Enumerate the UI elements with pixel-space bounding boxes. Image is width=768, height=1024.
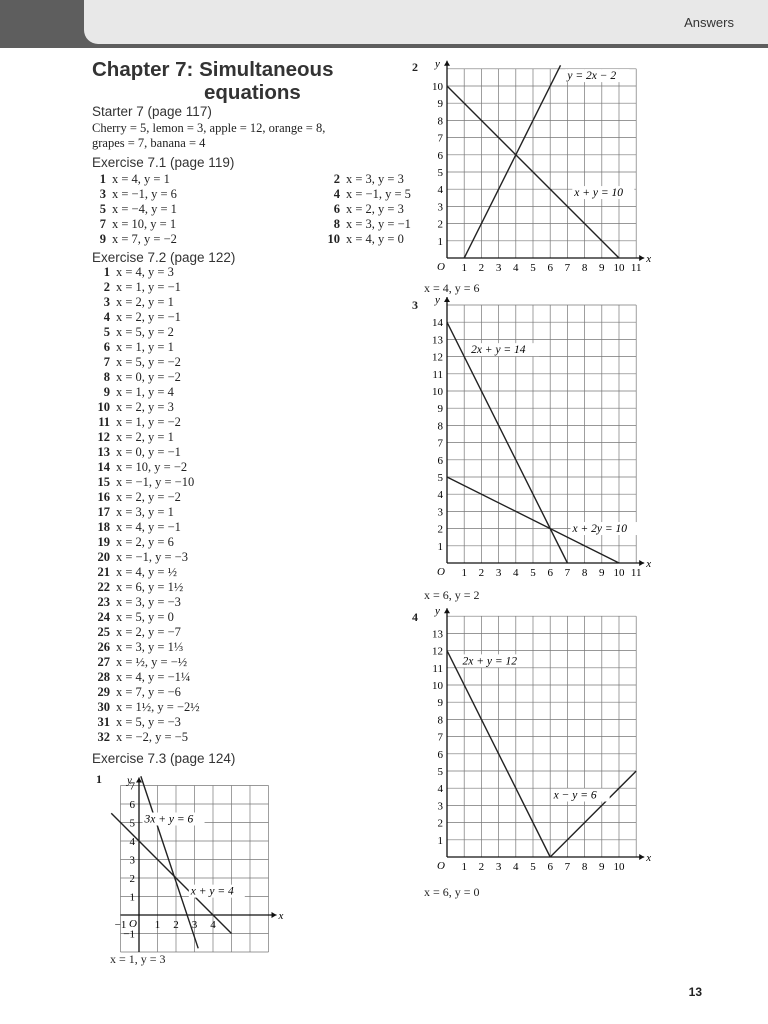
y-tick-label: −1 [123, 928, 135, 941]
y-tick-label: 4 [437, 783, 443, 796]
x-tick-label: 9 [599, 861, 605, 873]
answer-row [92, 355, 200, 370]
answer-text: x = 1, y = −2 [116, 415, 181, 429]
question-number: 16 [97, 490, 110, 504]
x-tick-label: 1 [461, 861, 467, 873]
question-number: 9 [103, 385, 110, 399]
answer-row [92, 445, 200, 460]
x-tick-label: 10 [613, 262, 625, 274]
y-tick-label: 3 [129, 854, 135, 867]
question-number: 14 [97, 460, 110, 474]
answer-text: x = 0, y = −1 [116, 445, 181, 459]
answer-row [92, 490, 200, 505]
y-tick-label: 6 [437, 454, 443, 467]
x-tick-label: 4 [513, 262, 519, 274]
graph-line-1 [464, 65, 560, 258]
question-number: 21 [97, 565, 110, 579]
x-axis-arrow [639, 560, 644, 566]
answer-text: x = 4, y = ½ [116, 565, 177, 579]
starter-line1: Cherry = 5, lemon = 3, apple = 12, orange = 8, [92, 121, 326, 135]
question-number: 4 [103, 310, 110, 324]
question-number: 8 [333, 217, 340, 231]
graph-question-4 [414, 605, 676, 876]
answer-text: x = 7, y = −2 [112, 232, 177, 246]
equation-label-2: x + 2y = 10 [572, 523, 628, 536]
answer-row [322, 172, 411, 187]
ex72-list [92, 265, 200, 745]
question-number: 4 [333, 187, 340, 201]
answer-row [92, 475, 200, 490]
answer-row [92, 310, 200, 325]
ex73-heading: Exercise 7.3 (page 124) [92, 751, 236, 766]
y-axis-label: y [435, 294, 440, 306]
answer-text: x = 1, y = 1 [116, 340, 174, 354]
answer-row [92, 520, 200, 535]
answer-text: x = 1, y = −1 [116, 280, 181, 294]
question-number: 24 [97, 610, 110, 624]
x-axis-label: x [646, 558, 652, 570]
x-tick-label: 6 [547, 567, 553, 579]
x-tick-label: 3 [495, 861, 502, 873]
answer-row [92, 280, 200, 295]
origin-label: O [129, 918, 137, 930]
answer-text: x = 0, y = −2 [116, 370, 181, 384]
graph-question-2 [414, 57, 676, 280]
answer-text: x = ½, y = −½ [116, 655, 188, 669]
answer-text: x = 2, y = 3 [346, 202, 404, 216]
question-number: 32 [97, 730, 110, 744]
question-number: 7 [103, 355, 110, 369]
x-axis-label: x [646, 852, 652, 864]
graph-question-1 [108, 774, 284, 960]
answer-text: x = 5, y = −2 [116, 355, 181, 369]
question-number: 28 [97, 670, 110, 684]
x-tick-label: 2 [478, 861, 485, 873]
y-tick-label: 6 [437, 748, 443, 761]
ex71-list [92, 172, 411, 247]
ex72-heading: Exercise 7.2 (page 122) [92, 250, 236, 265]
answer-row [92, 415, 200, 430]
answer-text: x = −4, y = 1 [112, 202, 177, 216]
y-tick-label: 9 [437, 98, 443, 111]
solution-q4: x = 6, y = 0 [424, 885, 480, 899]
answer-row [92, 370, 200, 385]
x-tick-label: 4 [513, 567, 519, 579]
answer-row [92, 430, 200, 445]
y-tick-label: 2 [437, 817, 443, 830]
answer-row [92, 685, 200, 700]
answer-text: x = 5, y = 2 [116, 325, 174, 339]
y-tick-label: 10 [432, 81, 443, 93]
question-number: 29 [97, 685, 110, 699]
question-number: 13 [97, 445, 110, 459]
y-tick-label: 5 [437, 472, 443, 484]
question-number: 5 [103, 325, 110, 339]
y-tick-label: 3 [437, 201, 443, 214]
x-tick-label: 5 [530, 567, 536, 579]
equation-label-1: 2x + y = 12 [462, 655, 517, 668]
question-number: 23 [97, 595, 110, 609]
chapter-title [92, 58, 334, 104]
answer-row [92, 535, 200, 550]
equation-label-1: 3x + y = 6 [144, 813, 194, 826]
x-tick-label: 7 [564, 861, 571, 873]
answer-text: x = 2, y = −2 [116, 490, 181, 504]
x-tick-label: 1 [154, 919, 161, 931]
y-axis-label: y [435, 57, 440, 70]
x-tick-label: 10 [613, 567, 625, 579]
y-tick-label: 2 [437, 218, 443, 231]
y-tick-label: 13 [432, 628, 443, 641]
y-tick-label: 11 [432, 662, 443, 675]
y-tick-label: 10 [432, 386, 443, 398]
origin-label: O [437, 860, 445, 872]
solution-q2: x = 4, y = 6 [424, 281, 480, 295]
equation-label-1: 2x + y = 14 [471, 344, 526, 357]
x-tick-label: 2 [173, 919, 179, 931]
answer-row [92, 340, 200, 355]
question-number: 22 [97, 580, 110, 594]
origin-label: O [437, 566, 445, 578]
y-tick-label: 1 [437, 834, 443, 847]
answer-text: x = 3, y = 3 [346, 172, 404, 186]
answer-text: x = 4, y = 3 [116, 265, 174, 279]
x-tick-label: 5 [530, 861, 536, 873]
question-number: 6 [333, 202, 340, 216]
chapter-title-line2: equations [204, 81, 301, 104]
x-tick-label: 3 [495, 262, 502, 274]
question-number: 2 [103, 280, 110, 294]
answer-text: x = 2, y = 1 [116, 430, 174, 444]
answer-row [92, 655, 200, 670]
starter-answer [92, 121, 325, 151]
answer-row [92, 325, 200, 340]
answer-text: x = 10, y = −2 [116, 460, 188, 474]
x-tick-label: 11 [630, 567, 642, 579]
answer-text: x = 7, y = −6 [116, 685, 181, 699]
equation-label-1: y = 2x − 2 [567, 70, 617, 83]
graph-question-3 [414, 294, 676, 584]
answer-text: x = 5, y = 0 [116, 610, 174, 624]
x-tick-label: 3 [495, 567, 502, 579]
y-tick-label: 4 [437, 489, 443, 502]
x-tick-label: 6 [547, 861, 553, 873]
answer-row [92, 610, 200, 625]
x-tick-label: 3 [191, 919, 198, 931]
y-tick-label: 12 [432, 351, 443, 364]
answer-row [92, 730, 200, 745]
question-number: 1 [103, 265, 110, 279]
x-tick-label: 8 [581, 262, 588, 274]
y-axis-label: y [127, 774, 132, 787]
answer-row [322, 202, 411, 217]
answer-row [92, 400, 200, 415]
x-tick-label: 2 [478, 262, 485, 274]
answer-text: x = 3, y = 1⅓ [116, 640, 184, 654]
x-axis-label: x [278, 910, 284, 922]
x-tick-label: 1 [461, 567, 467, 579]
y-tick-label: 10 [432, 680, 443, 692]
answer-row [92, 187, 177, 202]
question-number: 15 [97, 475, 110, 489]
y-tick-label: 5 [437, 766, 443, 778]
answer-text: x = 4, y = −1 [116, 520, 181, 534]
y-tick-label: 9 [437, 403, 443, 416]
y-tick-label: 7 [437, 731, 443, 744]
y-axis-label: y [435, 605, 440, 618]
y-tick-label: 6 [437, 149, 443, 162]
question-number: 5 [99, 202, 106, 216]
section-label: Answers [684, 15, 734, 30]
x-tick-label: 9 [599, 262, 605, 274]
question-number: 17 [97, 505, 110, 519]
answer-text: x = 3, y = −3 [116, 595, 181, 609]
y-tick-label: 12 [432, 645, 443, 658]
question-number: 31 [97, 715, 110, 729]
y-tick-label: 11 [432, 368, 443, 381]
answer-text: x = 4, y = 0 [346, 232, 404, 246]
question-number: 10 [97, 400, 110, 414]
answer-row [92, 217, 177, 232]
answer-row [92, 565, 200, 580]
answer-text: x = 1½, y = −2½ [116, 700, 200, 714]
y-tick-label: 1 [437, 235, 443, 248]
y-tick-label: 8 [437, 420, 443, 433]
answer-text: x = 3, y = −1 [346, 217, 411, 231]
answer-text: x = 4, y = 1 [112, 172, 170, 186]
answer-text: x = −2, y = −5 [116, 730, 188, 744]
x-tick-label: 10 [613, 861, 625, 873]
x-tick-label: 11 [630, 262, 642, 274]
answer-row [92, 172, 177, 187]
question-number: 11 [98, 415, 110, 429]
page-number: 13 [688, 985, 702, 999]
y-tick-label: 9 [437, 697, 443, 710]
question-number: 26 [97, 640, 110, 654]
answer-text: x = −1, y = 5 [346, 187, 411, 201]
answer-row [92, 505, 200, 520]
question-number: 10 [327, 232, 340, 246]
question-number: 30 [97, 700, 110, 714]
x-tick-label: 4 [210, 919, 216, 931]
x-tick-label: 5 [530, 262, 536, 274]
x-axis-arrow [272, 912, 277, 918]
answer-row [322, 217, 411, 232]
question-number: 4 [412, 610, 418, 624]
question-number: 3 [412, 298, 418, 312]
x-axis-label: x [646, 253, 652, 265]
y-tick-label: 1 [437, 540, 443, 553]
y-tick-label: 14 [432, 317, 443, 330]
x-tick-label: 7 [564, 567, 571, 579]
question-number: 1 [99, 172, 106, 186]
answer-text: x = 2, y = 1 [116, 295, 174, 309]
x-axis-arrow [639, 255, 644, 261]
answer-text: x = 3, y = 1 [116, 505, 174, 519]
y-axis-arrow [444, 297, 450, 302]
answer-text: x = 6, y = 1½ [116, 580, 184, 594]
answer-row [92, 670, 200, 685]
y-tick-label: 1 [129, 891, 135, 904]
answer-row [92, 700, 200, 715]
chapter-title-line1: Chapter 7: Simultaneous [92, 58, 334, 81]
question-number: 8 [103, 370, 110, 384]
header-tab [84, 0, 768, 44]
starter-heading: Starter 7 (page 117) [92, 104, 212, 119]
question-number: 19 [97, 535, 110, 549]
question-number: 3 [99, 187, 106, 201]
equation-label-2: x − y = 6 [553, 789, 597, 802]
x-tick-label: 8 [581, 567, 588, 579]
question-number: 25 [97, 625, 110, 639]
answer-row [92, 202, 177, 217]
answer-row [92, 460, 200, 475]
answer-text: x = 2, y = −1 [116, 310, 181, 324]
answer-row [92, 715, 200, 730]
ex71-right-column [322, 172, 411, 247]
y-tick-label: 5 [437, 167, 443, 179]
answer-row [92, 640, 200, 655]
y-tick-label: 7 [129, 780, 135, 793]
answer-row [92, 385, 200, 400]
x-tick-label: −1 [114, 919, 127, 931]
answer-text: x = 5, y = −3 [116, 715, 181, 729]
x-tick-label: 6 [547, 262, 553, 274]
y-axis-arrow [444, 608, 450, 613]
answer-row [92, 580, 200, 595]
answer-text: x = −1, y = −10 [116, 475, 195, 489]
graph-line-2 [550, 771, 636, 857]
answer-text: x = −1, y = −3 [116, 550, 188, 564]
graph-line-1 [141, 776, 198, 948]
y-tick-label: 3 [437, 800, 443, 813]
y-tick-label: 5 [129, 817, 135, 830]
equation-label-2: x + y = 4 [190, 885, 234, 898]
y-tick-label: 3 [437, 506, 443, 519]
question-number: 7 [99, 217, 106, 231]
y-tick-label: 4 [437, 184, 443, 197]
x-tick-label: 8 [581, 861, 588, 873]
origin-label: O [437, 261, 445, 273]
y-tick-label: 6 [129, 799, 135, 811]
question-number: 1 [96, 772, 102, 786]
answer-text: x = −1, y = 6 [112, 187, 177, 201]
answer-text: x = 2, y = −7 [116, 625, 181, 639]
answer-text: x = 2, y = 6 [116, 535, 174, 549]
question-number: 27 [97, 655, 110, 669]
answer-row [92, 232, 177, 247]
solution-q1: x = 1, y = 3 [110, 952, 166, 966]
question-number: 6 [103, 340, 110, 354]
solution-q3: x = 6, y = 2 [424, 588, 480, 602]
y-tick-label: 8 [437, 714, 443, 727]
answer-row [322, 187, 411, 202]
x-axis-arrow [639, 854, 644, 860]
y-tick-label: 13 [432, 334, 443, 347]
y-tick-label: 2 [129, 873, 135, 885]
question-number: 18 [97, 520, 110, 534]
ex71-heading: Exercise 7.1 (page 119) [92, 155, 235, 170]
answer-row [92, 295, 200, 310]
question-number: 3 [103, 295, 110, 309]
x-tick-label: 7 [564, 262, 571, 274]
answer-text: x = 4, y = −1¼ [116, 670, 191, 684]
question-number: 20 [97, 550, 110, 564]
equation-label-2: x + y = 10 [574, 187, 624, 200]
answer-row [92, 265, 200, 280]
y-tick-label: 8 [437, 115, 443, 128]
x-tick-label: 4 [513, 861, 519, 873]
answer-text: x = 1, y = 4 [116, 385, 174, 399]
starter-line2: grapes = 7, banana = 4 [92, 136, 206, 150]
question-number: 9 [99, 232, 106, 246]
answer-row [92, 550, 200, 565]
answer-row [92, 595, 200, 610]
answer-row [322, 232, 411, 247]
answer-text: x = 2, y = 3 [116, 400, 174, 414]
x-tick-label: 9 [599, 567, 605, 579]
ex71-left-column [92, 172, 177, 247]
answer-text: x = 10, y = 1 [112, 217, 177, 231]
y-tick-label: 7 [437, 132, 443, 145]
y-tick-label: 7 [437, 437, 443, 450]
x-tick-label: 1 [461, 262, 467, 274]
question-number: 2 [412, 60, 418, 74]
answer-row [92, 625, 200, 640]
question-number: 12 [97, 430, 110, 444]
x-tick-label: 2 [478, 567, 485, 579]
y-tick-label: 2 [437, 523, 443, 536]
question-number: 2 [333, 172, 340, 186]
y-tick-label: 4 [129, 836, 135, 848]
y-axis-arrow [444, 61, 450, 66]
